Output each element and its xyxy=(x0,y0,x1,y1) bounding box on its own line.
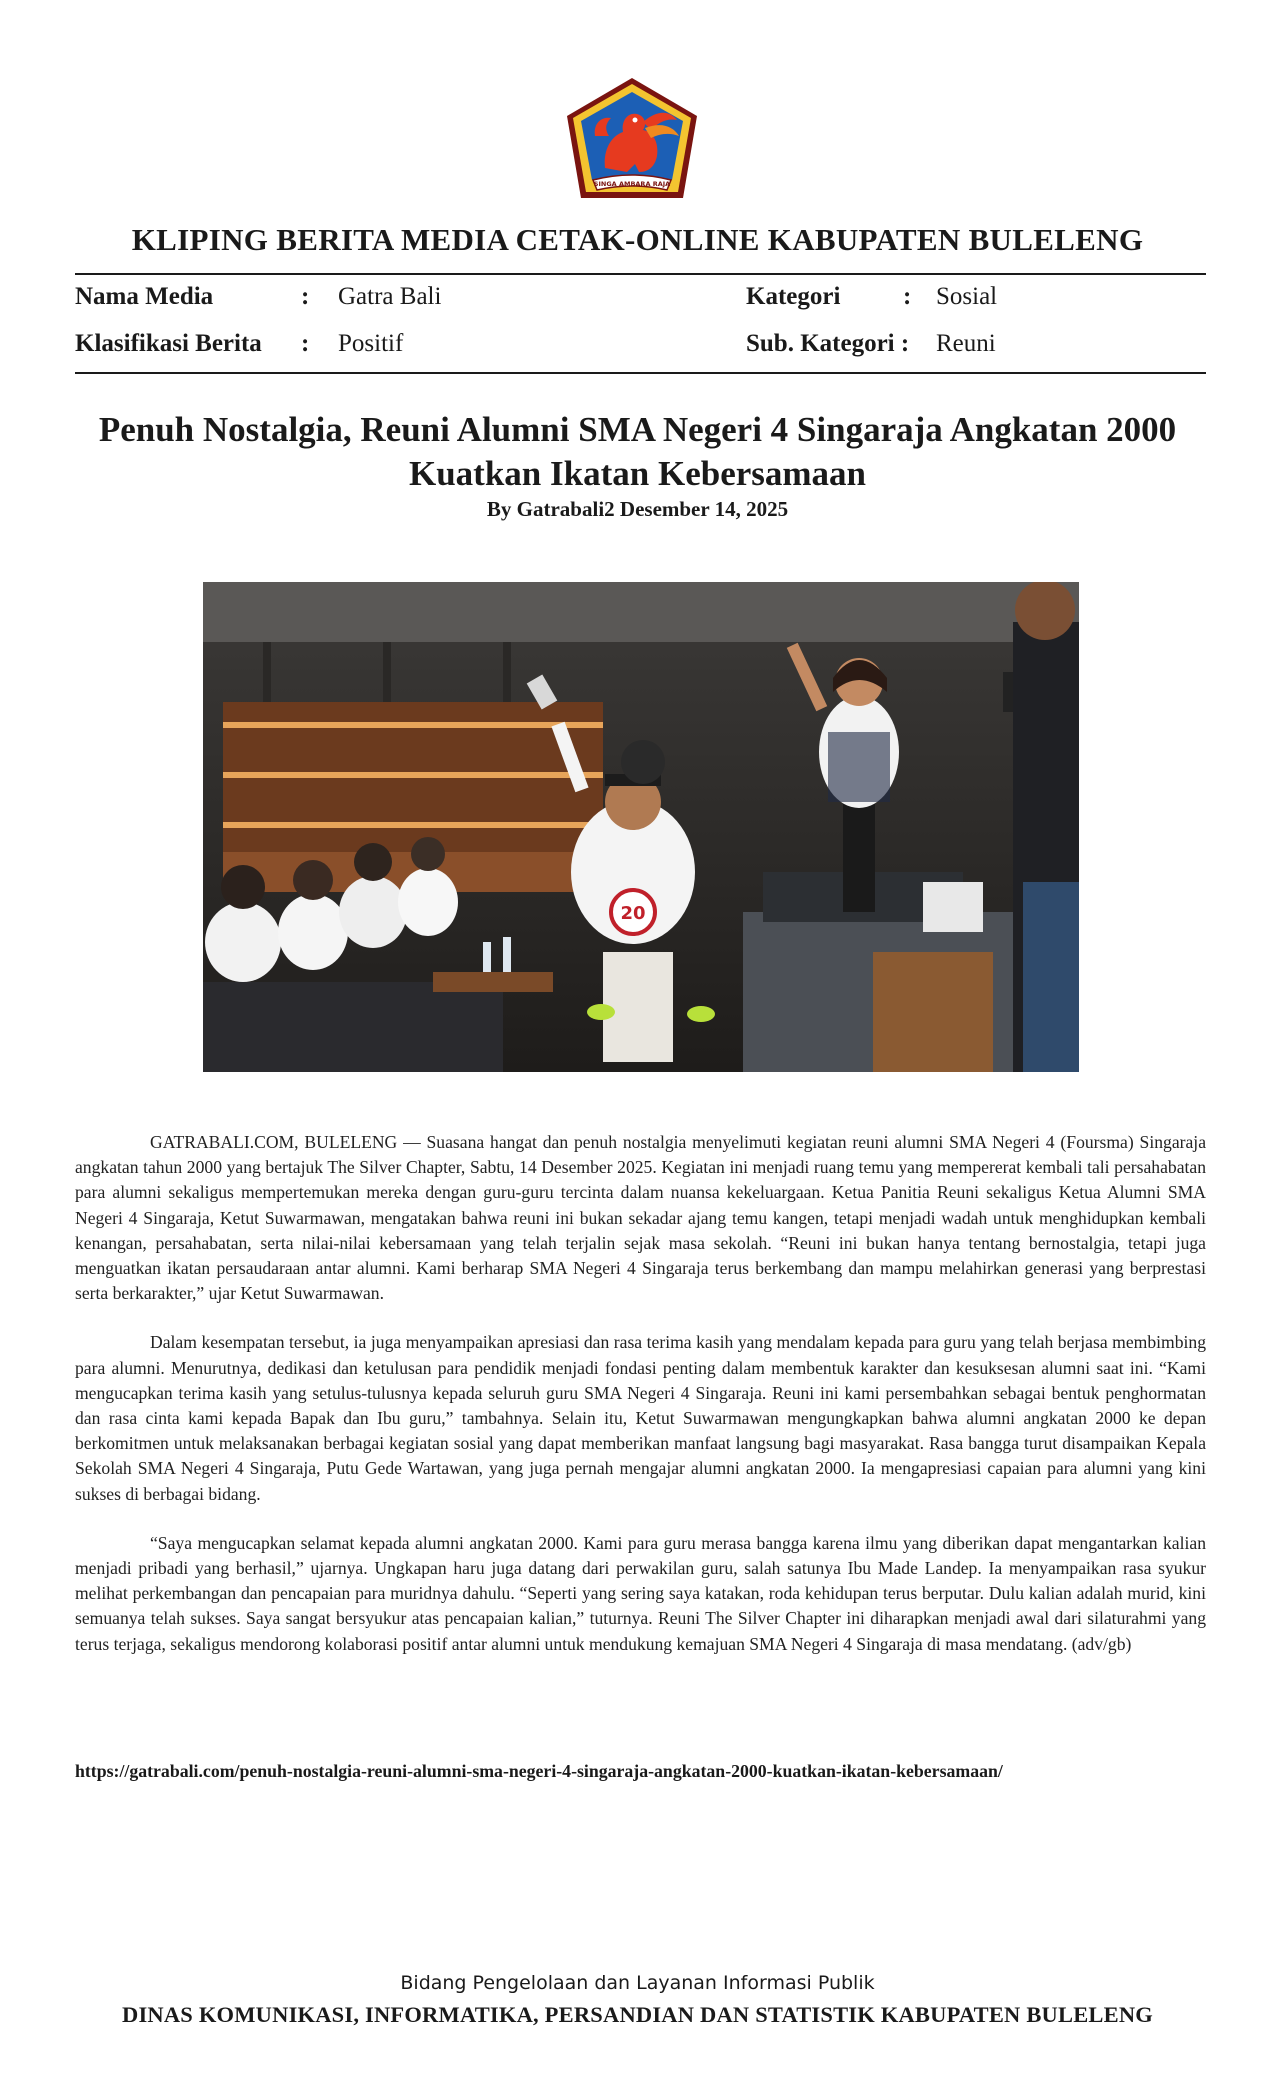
classification-colon: : xyxy=(301,330,310,357)
page-header-title: KLIPING BERITA MEDIA CETAK-ONLINE KABUPATEN BULELENG xyxy=(131,222,1144,257)
subcategory-value: Reuni xyxy=(936,330,996,357)
category-label: Kategori xyxy=(746,283,841,310)
media-name-colon: : xyxy=(301,283,310,310)
meta-row-classification xyxy=(75,330,1206,366)
shirt-badge-number: 20 xyxy=(620,903,646,924)
reunion-photo-illustration xyxy=(203,582,1079,1072)
source-link[interactable]: https://gatrabali.com/penuh-nostalgia-reuni-alumni-sma-negeri-4-singaraja-angkatan-2000-kuatkan-ikatan-kebersamaan/ xyxy=(75,1761,1003,1781)
article-body xyxy=(75,1130,1206,1681)
logo-motto: SINGA AMBARA RAJA xyxy=(593,180,671,188)
media-name-value: Gatra Bali xyxy=(338,283,442,310)
meta-row-media xyxy=(75,283,1206,319)
article-paragraph-2: Dalam kesempatan tersebut, ia juga menyampaikan apresiasi dan rasa terima kasih yang mendalam kepada para guru yang telah berjasa membimbing para alumni. Menurutnya, dedikasi dan ketulusan para pendidik menjadi fondasi penting dalam membentuk karakter dan kesuksesan alumni saat ini. “Kami mengucapkan terima kasih yang setulus-tulusnya kepada seluruh guru SMA Negeri 4 Singaraja. Reuni ini kami persembahkan sebagai bentuk penghormatan dan rasa cinta kami kepada Bapak dan Ibu guru,” tambahnya. Selain itu, Ketut Suwarmawan mengungkapkan bahwa alumni angkatan 2000 ke depan berkomitmen untuk melaksanakan berbagai kegiatan sosial yang dapat memberikan manfaat langsung bagi masyarakat. Rasa bangga turut disampaikan Kepala Sekolah SMA Negeri 4 Singaraja, Putu Gede Wartawan, yang juga pernah mengajar alumni angkatan 2000. Ia mengapresiasi capaian para alumni yang kini sukses di berbagai bidang. xyxy=(75,1332,1206,1504)
footer-unit-name: Bidang Pengelolaan dan Layanan Informasi Publik xyxy=(400,1972,875,1994)
subcategory-label: Sub. Kategori : xyxy=(746,330,910,357)
media-name-label: Nama Media xyxy=(75,283,214,310)
article-title-line-2: Kuatkan Ikatan Kebersamaan xyxy=(408,454,867,493)
header-divider-bottom xyxy=(75,372,1206,374)
classification-label: Klasifikasi Berita xyxy=(75,330,262,357)
classification-value: Positif xyxy=(338,330,404,357)
header-divider-top xyxy=(75,273,1206,275)
category-value: Sosial xyxy=(936,283,998,310)
article-title-line-1: Penuh Nostalgia, Reuni Alumni SMA Negeri 4 Singaraja Angkatan 2000 xyxy=(98,410,1177,449)
footer-department-name: DINAS KOMUNIKASI, INFORMATIKA, PERSANDIAN DAN STATISTIK KABUPATEN BULELENG xyxy=(122,2002,1153,2027)
article-paragraph-1: GATRABALI.COM, BULELENG — Suasana hangat dan penuh nostalgia menyelimuti kegiatan reuni alumni SMA Negeri 4 (Foursma) Singaraja angkatan tahun 2000 yang bertajuk The Silver Chapter, Sabtu, 14 Desember 2025. Kegiatan ini menjadi ruang temu yang mempererat kembali tali persahabatan para alumni sekaligus mempertemukan mereka dengan guru-guru tercinta dalam nuansa kekeluargaan. Ketua Panitia Reuni sekaligus Ketua Alumni SMA Negeri 4 Singaraja, Ketut Suwarmawan, mengatakan bahwa reuni ini bukan sekadar ajang temu kangen, tetapi menjadi wadah untuk menghidupkan kembali kenangan, persahabatan, serta nilai-nilai kebersamaan yang telah terjalin sejak masa sekolah. “Reuni ini bukan hanya tentang bernostalgia, tetapi juga menguatkan ikatan persaudaraan antar alumni. Kami berharap SMA Negeri 4 Singaraja terus berkembang dan mampu melahirkan generasi yang berprestasi serta berkarakter,” ujar Ketut Suwarmawan. xyxy=(75,1132,1206,1304)
article-byline: By Gatrabali2 Desember 14, 2025 xyxy=(486,497,789,521)
category-colon: : xyxy=(903,283,912,310)
article-paragraph-3: “Saya mengucapkan selamat kepada alumni angkatan 2000. Kami para guru merasa bangga karena ilmu yang diberikan dapat mengantarkan kalian menjadi pribadi yang berhasil,” ujarnya. Ungkapan haru juga datang dari perwakilan guru, salah satunya Ibu Made Landep. Ia menyampaikan rasa syukur melihat perkembangan dan pencapaian para muridnya dahulu. “Seperti yang sering saya katakan, roda kehidupan terus berputar. Dulu kalian adalah murid, kini semuanya telah sukses. Saya sangat bersyukur atas pencapaian kalian,” tuturnya. Reuni The Silver Chapter ini diharapkan menjadi awal dari silaturahmi yang terus terjaga, sekaligus mendorong kolaborasi positif antar alumni untuk mendukung kemajuan SMA Negeri 4 Singaraja di masa mendatang. (adv/gb) xyxy=(75,1532,1206,1654)
singa-ambara-raja-icon xyxy=(565,76,699,200)
buleleng-emblem-logo xyxy=(565,76,699,200)
article-photo xyxy=(203,582,1079,1072)
article-title xyxy=(60,408,1215,496)
